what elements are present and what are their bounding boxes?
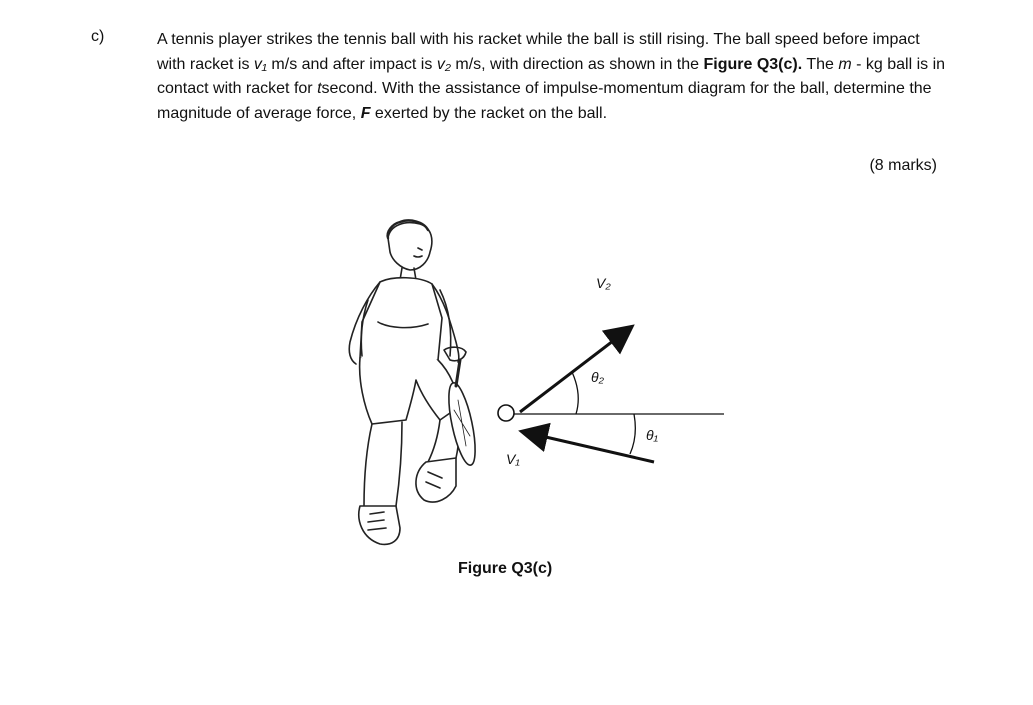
tennis-player-illustration — [349, 220, 480, 544]
figure-diagram — [310, 210, 750, 560]
label-v2: V₂ — [596, 275, 611, 291]
symbol-m: m — [838, 55, 852, 73]
figure-q3c — [310, 210, 750, 560]
tennis-ball — [498, 405, 514, 421]
text-part: - kg ball is in contact with racket for — [157, 55, 946, 97]
text-part: m/s and after impact is — [266, 55, 437, 73]
text-part: m/s, with direction as shown in the — [450, 55, 704, 73]
v2-velocity-arrow — [520, 328, 630, 412]
symbol-t: t — [317, 80, 322, 97]
marks-label: (8 marks) — [869, 157, 937, 174]
symbol-v2: v₂ — [436, 55, 451, 73]
symbol-F: F — [360, 104, 371, 122]
label-theta2: θ₂ — [591, 369, 604, 385]
figure-caption: Figure Q3(c) — [458, 560, 553, 577]
label-v1: V₁ — [506, 451, 520, 467]
theta2-angle-arc — [572, 372, 578, 414]
figure-reference: Figure Q3(c). — [703, 55, 803, 73]
text-part: exerted by the racket on the ball. — [370, 104, 608, 122]
theta1-angle-arc — [630, 414, 635, 454]
text-part: The — [802, 55, 839, 73]
text-part: second. With the assistance of impulse-momentum diagram for the ball, determine the magnitude of average force, — [157, 80, 932, 122]
symbol-v1: v₁ — [253, 55, 267, 73]
question-text — [157, 28, 947, 126]
question-label: c) — [91, 28, 105, 45]
text-part: A tennis player strikes the tennis ball with his racket while the ball is still rising. The ball speed before impact with racket is — [157, 31, 920, 73]
label-theta1: θ₁ — [646, 427, 659, 443]
